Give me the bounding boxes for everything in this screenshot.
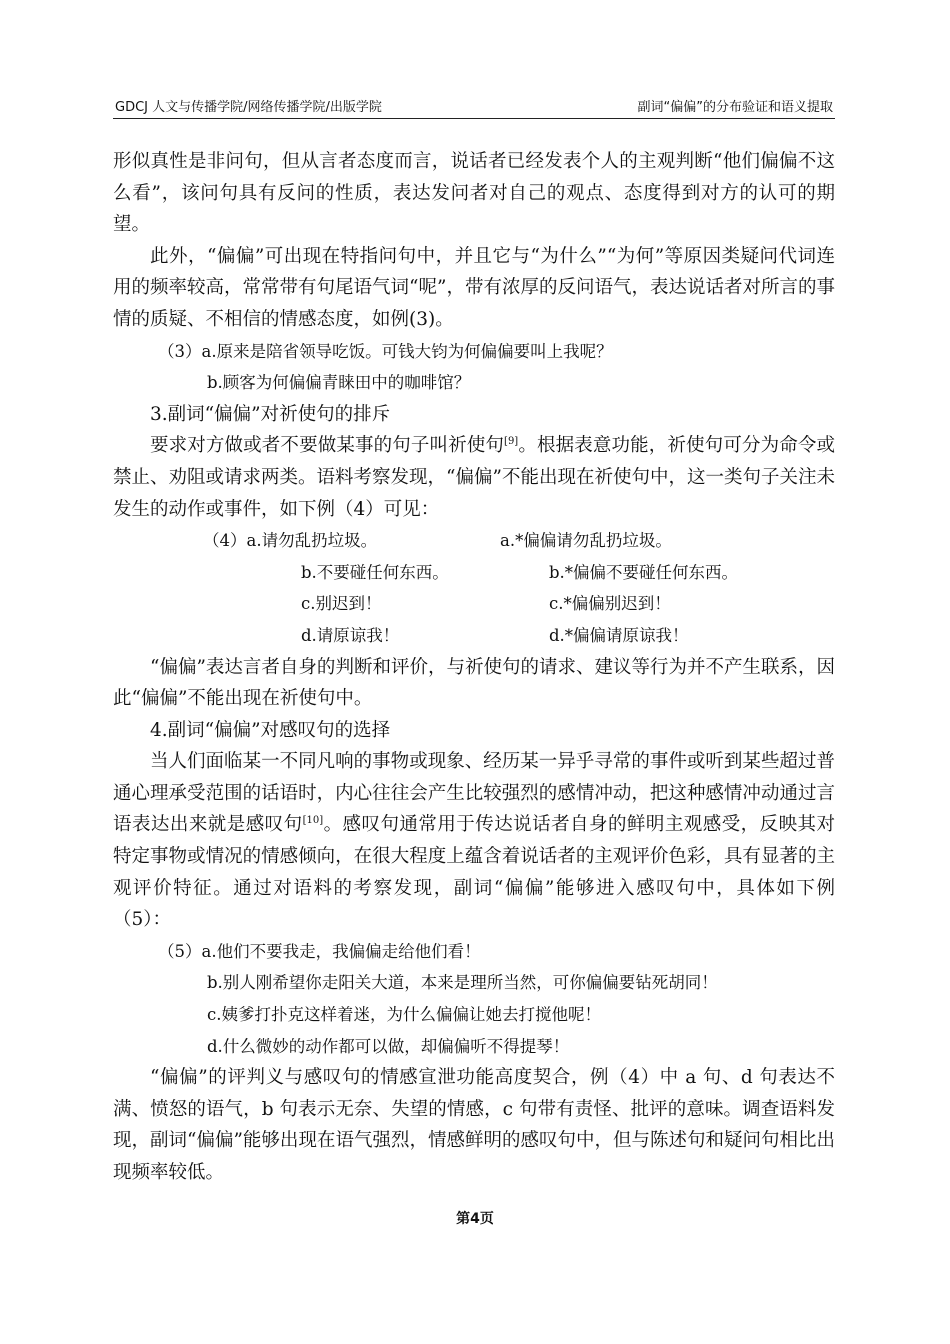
- example-4d-left: d.请原谅我！: [301, 625, 400, 645]
- paragraph-exclamative: [113, 746, 835, 936]
- paragraph-imperative-text-1: 要求对方做或者不要做某事的句子叫祈使句: [150, 435, 505, 457]
- page-number: 第4页: [456, 1211, 494, 1227]
- citation-10: [10]: [302, 815, 324, 827]
- example-5b: b.别人刚希望你走阳关大道，本来是理所当然，可你偏偏要钻死胡同！: [207, 973, 718, 993]
- paragraph-special-question: 此外，“偏偏”可出现在特指问句中，并且它与“为什么”“为何”等原因类疑问代词连用的频率较高，常常带有句尾语气词“呢”，带有浓厚的反问语气，表达说话者对所言的事情的质疑、不相信的情感态度，如例(3)。: [113, 245, 835, 330]
- header-institution: GDCJ 人文与传播学院/网络传播学院/出版学院: [115, 100, 382, 115]
- example-4a-right: a.*偏偏请勿乱扔垃圾。: [500, 531, 672, 551]
- example-4c-right: c.*偏偏别迟到！: [549, 594, 671, 614]
- example-4b-left: b.不要碰任何东西。: [301, 562, 449, 582]
- example-4d-right: d.*偏偏请原谅我！: [549, 625, 689, 645]
- section-heading-3: 3.副词“偏偏”对祈使句的排斥: [150, 403, 391, 425]
- example-4b-right: b.*偏偏不要碰任何东西。: [549, 562, 739, 582]
- example-4c-left: c.别迟到！: [301, 594, 382, 614]
- example-4a-left: （4）a.请勿乱扔垃圾。: [203, 531, 378, 551]
- paragraph-imperative-conclusion: “偏偏”表达言者自身的判断和评价，与祈使句的请求、建议等行为并不产生联系，因此“偏偏”不能出现在祈使句中。: [113, 656, 835, 710]
- section-heading-4: 4.副词“偏偏”对感叹句的选择: [150, 719, 391, 741]
- paragraph-continued: 形似真性是非问句，但从言者态度而言，说话者已经发表个人的主观判断“他们偏偏不这么看”，该问句具有反问的性质，表达发问者对自己的观点、态度得到对方的认可的期望。: [113, 151, 835, 236]
- paragraph-exclamative-conclusion: “偏偏”的评判义与感叹句的情感宣泄功能高度契合，例（4）中 a 句、d 句表达不满、愤怒的语气，b 句表示无奈、失望的情感，c 句带有责怪、批评的意味。调查语料发现，副词“偏偏”能够出现在语气强烈，情感鲜明的感叹句中，但与陈述句和疑问句相比出现频率较低。: [113, 1067, 835, 1183]
- paragraph-exclamative-text-1: 当人们面临某一不同凡响的事物或现象、经历某一异乎寻常的事件或听到某些超过普通心理承受范围的话语时，内心往往会产生比较强烈的感情冲动，把这种感情冲动通过言语表达出来就是感叹句: [113, 751, 835, 836]
- example-4a: [113, 525, 835, 557]
- example-5c: c.姨爹打扑克这样着迷，为什么偏偏让她去打搅他呢！: [207, 1005, 601, 1025]
- citation-9: [9]: [504, 436, 519, 448]
- example-4c: [113, 588, 835, 620]
- paragraph-exclamative-text-2: 。感叹句通常用于传达说话者自身的鲜明主观感受，反映其对特定事物或情况的情感倾向，在很大程度上蕴含着说话者的主观评价色彩，具有显著的主观评价特征。通过对语料的考察发现，副词“偏偏”能够进入感叹句中，具体如下例（5）：: [113, 814, 835, 931]
- example-3b: b.顾客为何偏偏青睐田中的咖啡馆？: [207, 373, 471, 393]
- example-4d: [113, 620, 835, 652]
- header-paper-title: 副词“偏偏”的分布验证和语义提取: [637, 100, 833, 115]
- page-body: [113, 146, 835, 1189]
- example-5a: （5）a.他们不要我走，我偏偏走给他们看！: [158, 941, 481, 961]
- example-5d: d.什么微妙的动作都可以做，却偏偏听不得提琴！: [207, 1036, 570, 1056]
- running-header: [113, 90, 835, 119]
- paragraph-imperative: [113, 430, 835, 525]
- example-4b: [113, 557, 835, 589]
- paragraph-imperative-text-2: 。根据表意功能，祈使句可分为命令或禁止、劝阻或请求两类。语料考察发现，“偏偏”不能出现在祈使句中，这一类句子关注未发生的动作或事件，如下例（4）可见：: [113, 435, 835, 520]
- example-3a: （3）a.原来是陪省领导吃饭。可钱大钧为何偏偏要叫上我呢？: [158, 341, 613, 361]
